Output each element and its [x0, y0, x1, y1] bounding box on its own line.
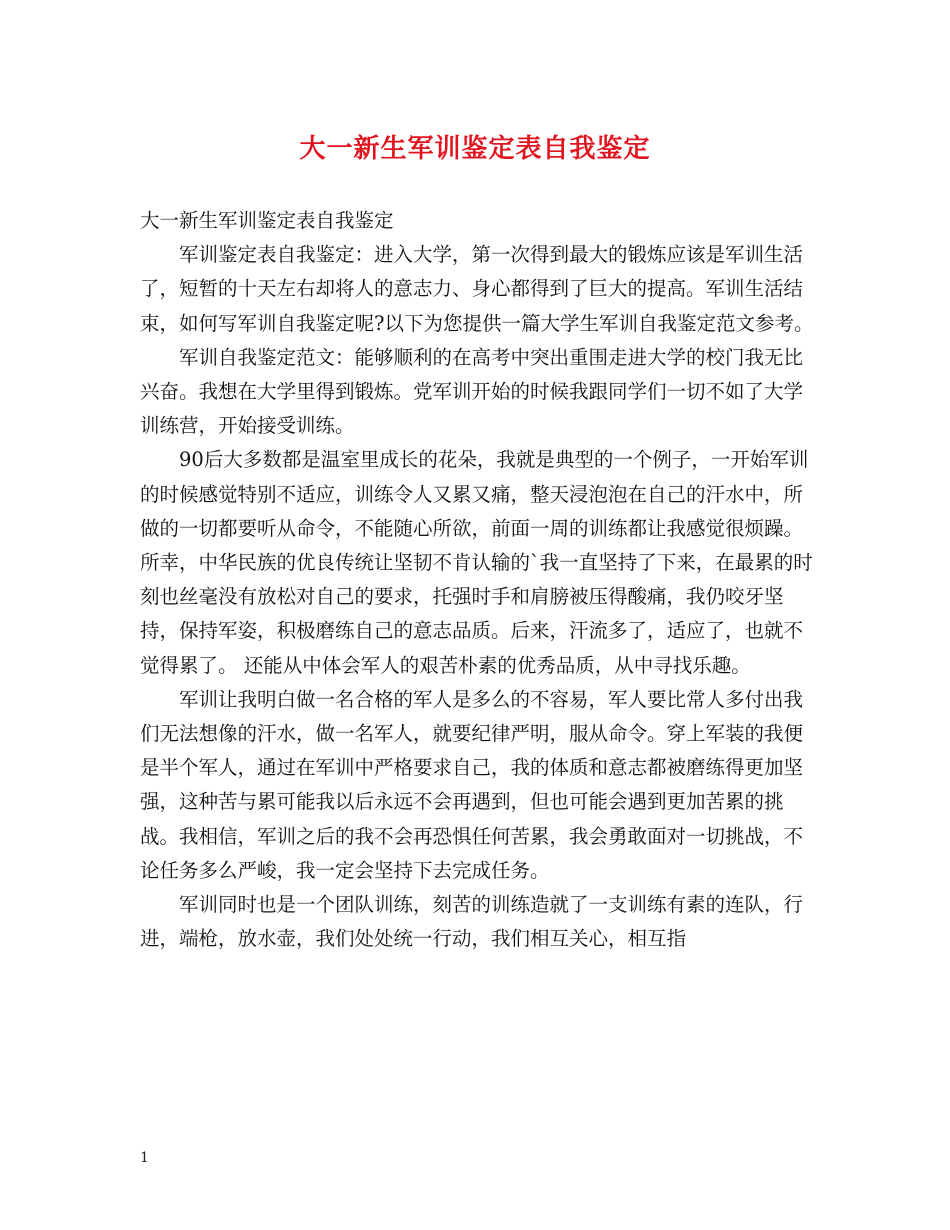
document-subtitle: 大一新生军训鉴定表自我鉴定	[140, 209, 394, 232]
paragraph: 军训鉴定表自我鉴定：进入大学，第一次得到最大的锻炼应该是军训生活了，短暂的十天左右却将人的意志力、身心都得到了巨大的提高。军训生活结束，如何写军训自我鉴定呢?以下为您提供一篇大学生军训自我鉴定范文参考。	[140, 243, 814, 335]
paragraph: 90后大多数都是温室里成长的花朵，我就是典型的一个例子，一开始军训的时候感觉特别不适应，训练令人又累又痛，整天浸泡泡在自己的汗水中，所做的一切都要听从命令，不能随心所欲，前面一周的训练都让我感觉很烦躁。所幸，中华民族的优良传统让坚韧不肯认输的`我一直坚持了下来，在最累的时刻也丝毫没有放松对自己的要求，托强时手和肩膀被压得酸痛，我仍咬牙坚持，保持军姿，积极磨练自己的意志品质。后来，汗流多了，适应了，也就不觉得累了。 还能从中体会军人的艰苦朴素的优秀品质，从中寻找乐趣。	[140, 448, 813, 677]
paragraph: 军训同时也是一个团队训练，刻苦的训练造就了一支训练有素的连队，行进，端枪，放水壶，我们处处统一行动，我们相互关心，相互指	[140, 893, 804, 951]
document-title: 大一新生军训鉴定表自我鉴定	[299, 134, 651, 164]
document-body	[140, 204, 820, 956]
page-number: 1	[140, 1150, 149, 1166]
paragraph: 军训自我鉴定范文：能够顺利的在高考中突出重围走进大学的校门我无比兴奋。我想在大学里得到锻炼。党军训开始的时候我跟同学们一切不如了大学训练营，开始接受训练。	[140, 345, 804, 438]
paragraph: 军训让我明白做一名合格的军人是多么的不容易，军人要比常人多付出我们无法想像的汗水，做一名军人，就要纪律严明，服从命令。穿上军装的我便是半个军人，通过在军训中严格要求自己，我的体质和意志都被磨练得更加坚强，这种苦与累可能我以后永远不会再遇到，但也可能会遇到更加苦累的挑战。我相信，军训之后的我不会再恐惧任何苦累，我会勇敢面对一切挑战，不论任务多么严峻，我一定会坚持下去完成任务。	[140, 687, 804, 882]
